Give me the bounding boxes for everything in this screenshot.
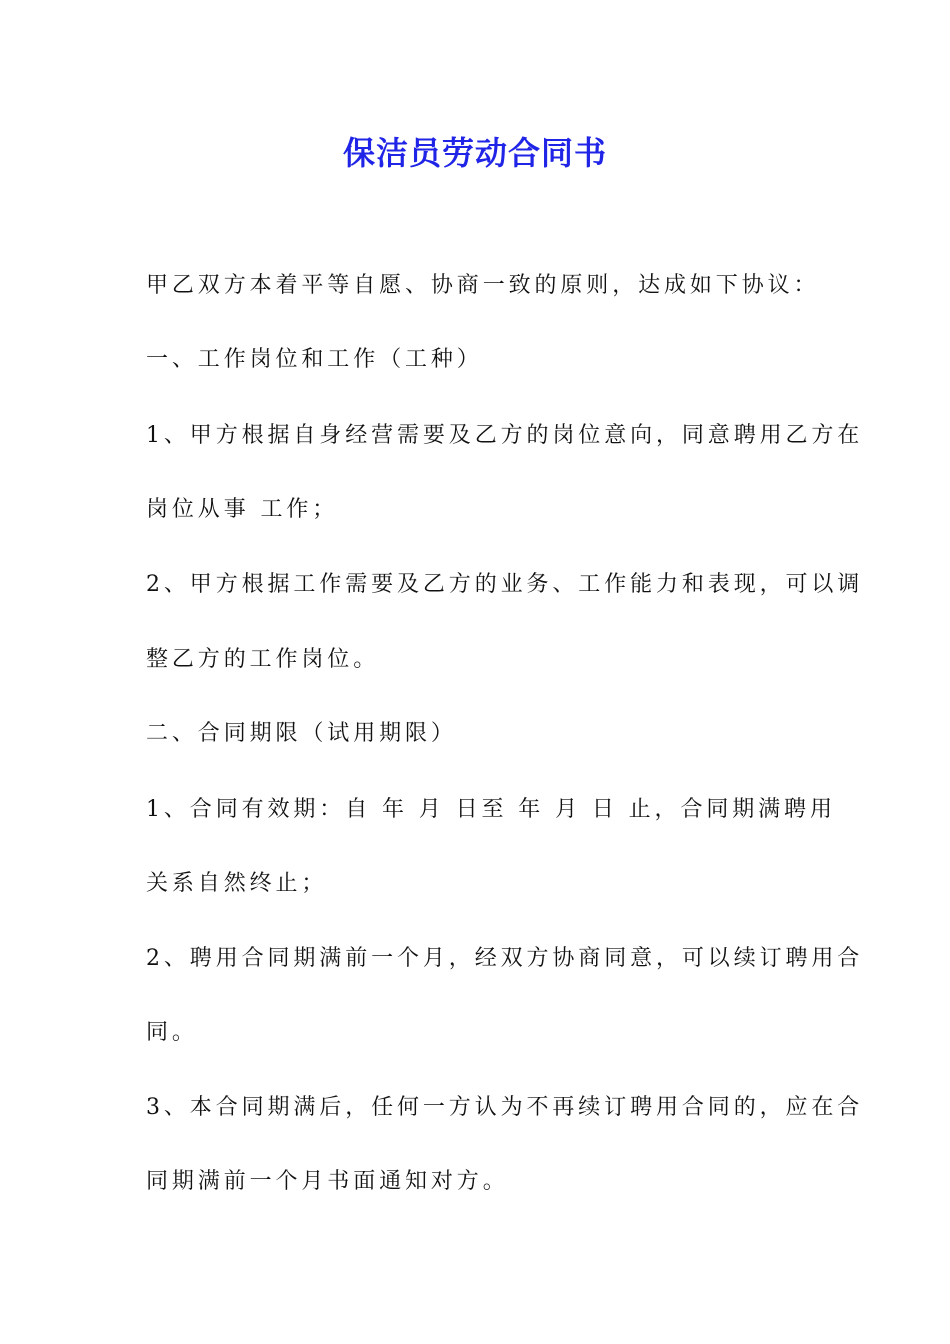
document-title: 保洁员劳动合同书	[342, 134, 607, 172]
clause-2-2-line-1: 2、聘用合同期满前一个月，经双方协商同意，可以续订聘用合	[146, 946, 864, 971]
clause-2-3-line-1: 3、本合同期满后，任何一方认为不再续订聘用合同的，应在合	[146, 1095, 864, 1120]
clause-2-1-line-1: 1、合同有效期：自 年 月 日至 年 月 日 止，合同期满聘用	[146, 797, 836, 822]
clause-2-3-line-2: 同期满前一个月书面通知对方。	[146, 1169, 509, 1194]
clause-1-1-line-1: 1、甲方根据自身经营需要及乙方的岗位意向，同意聘用乙方在	[146, 423, 864, 448]
section-heading-work-position: 一、工作岗位和工作（工种）	[146, 347, 483, 372]
intro-paragraph: 甲乙双方本着平等自愿、协商一致的原则，达成如下协议：	[146, 273, 820, 298]
clause-2-1-line-2: 关系自然终止；	[146, 871, 328, 896]
section-heading-contract-term: 二、合同期限（试用期限）	[146, 721, 457, 746]
clause-2-2-line-2: 同。	[146, 1020, 198, 1045]
clause-1-1-line-2: 岗位从事 工作；	[146, 497, 339, 522]
clause-1-2-line-2: 整乙方的工作岗位。	[146, 647, 380, 672]
clause-1-2-line-1: 2、甲方根据工作需要及乙方的业务、工作能力和表现，可以调	[146, 572, 864, 597]
